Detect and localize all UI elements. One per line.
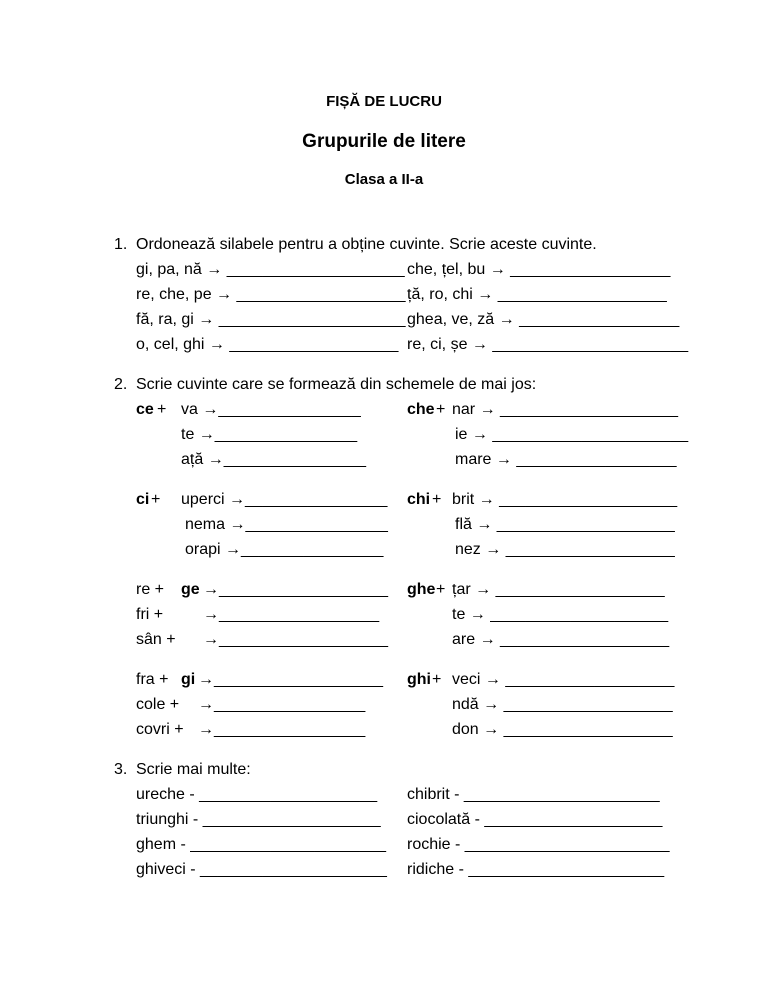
ex1-item: ță, ro, chi → ___________________ bbox=[407, 286, 667, 303]
ex3-item: ciocolată - ____________________ bbox=[407, 811, 663, 828]
ex2-item: te →________________ bbox=[181, 426, 358, 443]
ex1-item: fă, ra, gi → _____________________ bbox=[136, 311, 406, 328]
plus-sign: + bbox=[436, 401, 446, 418]
root-ci: ci bbox=[136, 491, 150, 508]
ex2-item: ață →________________ bbox=[181, 451, 367, 468]
ex2-item: ie → ______________________ bbox=[455, 426, 689, 443]
ex2-item: flă → ____________________ bbox=[455, 516, 675, 533]
exercise-3-instruction: Scrie mai multe: bbox=[136, 761, 251, 778]
ex2-item: veci → ___________________ bbox=[452, 671, 675, 688]
prefix: fra + bbox=[136, 671, 169, 688]
exercise-1-instruction: Ordonează silabele pentru a obține cuvinte. Scrie aceste cuvinte. bbox=[136, 236, 597, 253]
ex2-item: →___________________ bbox=[203, 581, 389, 598]
root-ce: ce bbox=[136, 401, 154, 418]
ex3-item: ureche - ____________________ bbox=[136, 786, 378, 803]
ex2-item: nez → ___________________ bbox=[455, 541, 675, 558]
ex3-item: chibrit - ______________________ bbox=[407, 786, 660, 803]
root-che: che bbox=[407, 401, 435, 418]
ex2-item: uperci →________________ bbox=[181, 491, 388, 508]
root-gi: gi bbox=[181, 671, 196, 688]
ex3-item: triunghi - ____________________ bbox=[136, 811, 381, 828]
root-ge: ge bbox=[181, 581, 200, 598]
ex2-item: →_________________ bbox=[198, 721, 366, 738]
ex1-item: re, ci, șe → ______________________ bbox=[407, 336, 689, 353]
prefix: fri + bbox=[136, 606, 164, 623]
prefix: covri + bbox=[136, 721, 184, 738]
ex3-item: ghiveci - _____________________ bbox=[136, 861, 387, 878]
ex1-item: gi, pa, nă → ____________________ bbox=[136, 261, 405, 278]
plus-sign: + bbox=[151, 491, 161, 508]
ex2-item: →__________________ bbox=[203, 606, 380, 623]
ex2-item: nema →________________ bbox=[185, 516, 388, 533]
root-ghe: ghe bbox=[407, 581, 436, 598]
exercise-2-instruction: Scrie cuvinte care se formează din schemele de mai jos: bbox=[136, 376, 537, 393]
root-ghi: ghi bbox=[407, 671, 431, 688]
ex2-item: →_________________ bbox=[198, 696, 366, 713]
ex3-item: rochie - _______________________ bbox=[407, 836, 670, 853]
ex3-item: ghem - ______________________ bbox=[136, 836, 387, 853]
plus-sign: + bbox=[432, 491, 442, 508]
ex1-item: o, cel, ghi → ___________________ bbox=[136, 336, 399, 353]
exercise-3-number: 3. bbox=[114, 761, 128, 778]
ex1-item: che, țel, bu → __________________ bbox=[407, 261, 671, 278]
exercise-2-number: 2. bbox=[114, 376, 128, 393]
page-title: Grupurile de litere bbox=[302, 131, 466, 152]
prefix: cole + bbox=[136, 696, 180, 713]
ex1-item: ghea, ve, ză → __________________ bbox=[407, 311, 680, 328]
root-chi: chi bbox=[407, 491, 431, 508]
ex2-item: →___________________ bbox=[198, 671, 384, 688]
plus-sign: + bbox=[157, 401, 167, 418]
plus-sign: + bbox=[432, 671, 442, 688]
ex2-item: →___________________ bbox=[203, 631, 389, 648]
ex2-item: ndă → ___________________ bbox=[452, 696, 673, 713]
ex2-item: brit → ____________________ bbox=[452, 491, 678, 508]
ex2-item: mare → __________________ bbox=[455, 451, 677, 468]
prefix: re + bbox=[136, 581, 165, 598]
ex3-item: ridiche - ______________________ bbox=[407, 861, 665, 878]
ex2-item: nar → ____________________ bbox=[452, 401, 678, 418]
worksheet-label: FIȘĂ DE LUCRU bbox=[326, 93, 442, 110]
ex2-item: va →________________ bbox=[181, 401, 361, 418]
ex2-item: te → ____________________ bbox=[452, 606, 669, 623]
grade-label: Clasa a II-a bbox=[344, 171, 424, 188]
ex1-item: re, che, pe → ___________________ bbox=[136, 286, 406, 303]
exercise-1-number: 1. bbox=[114, 236, 128, 253]
ex2-item: țar → ___________________ bbox=[452, 581, 665, 598]
ex2-item: orapi →________________ bbox=[185, 541, 384, 558]
plus-sign: + bbox=[436, 581, 446, 598]
prefix: sân + bbox=[136, 631, 176, 648]
ex2-item: are → ___________________ bbox=[452, 631, 670, 648]
ex2-item: don → ___________________ bbox=[452, 721, 673, 738]
